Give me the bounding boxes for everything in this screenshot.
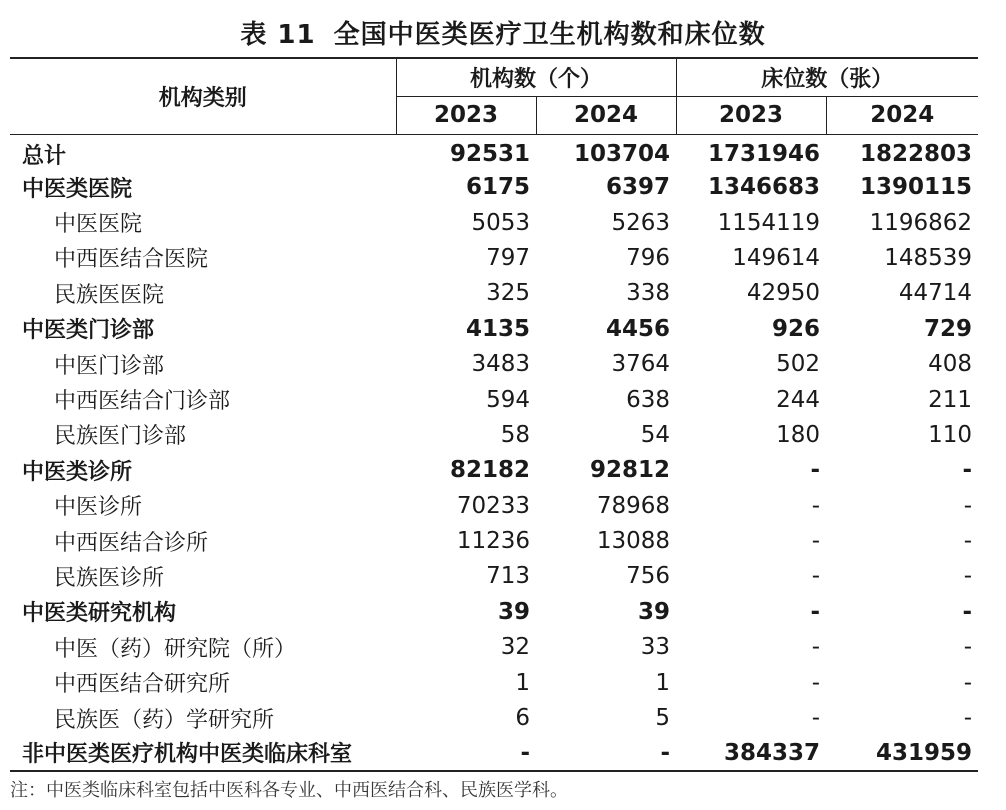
cell-beds-2024: - xyxy=(963,634,973,661)
table-row xyxy=(10,205,978,240)
cell-inst-2023: 58 xyxy=(500,421,530,448)
table-header xyxy=(10,58,978,134)
cell-inst-2023: 325 xyxy=(486,280,530,307)
table-row xyxy=(10,736,978,771)
cell-inst-2024: 78968 xyxy=(596,492,671,519)
table-footnote: 注：中医类临床科室包括中医科各专业、中西医结合科、民族医学科。 xyxy=(10,780,568,801)
row-label: 中医类门诊部 xyxy=(22,318,155,344)
table-body xyxy=(10,134,978,771)
cell-beds-2023: - xyxy=(810,598,821,625)
header-year-inst-2024: 2024 xyxy=(536,96,676,134)
cell-beds-2024: - xyxy=(962,598,973,625)
cell-inst-2024: 338 xyxy=(626,280,671,307)
cell-inst-2024: 1 xyxy=(655,669,671,696)
cell-inst-2024: 39 xyxy=(638,598,671,625)
cell-inst-2024: 6397 xyxy=(606,174,671,201)
cell-inst-2024: 5 xyxy=(655,705,671,732)
row-label: 中西医结合医院 xyxy=(54,247,209,273)
cell-inst-2024: 33 xyxy=(640,634,671,661)
cell-beds-2023: 384337 xyxy=(676,736,826,771)
header-year-beds-2024: 2024 xyxy=(826,96,978,134)
cell-beds-2023: 502 xyxy=(776,351,821,378)
table-row xyxy=(10,276,978,311)
cell-inst-2024: 638 xyxy=(626,386,671,413)
cell-beds-2023: - xyxy=(811,528,821,555)
table-row xyxy=(10,134,978,170)
header-year-inst-2023: 2023 xyxy=(396,96,536,134)
table-title-text: 全国中医类医疗卫生机构数和床位数 xyxy=(333,20,766,50)
cell-beds-2023: 1154119 xyxy=(717,209,821,236)
cell-inst-2023: 82182 xyxy=(449,457,530,484)
cell-beds-2023: 244 xyxy=(776,386,821,413)
row-label: 中西医结合研究所 xyxy=(54,672,231,698)
cell-beds-2024: - xyxy=(963,563,973,590)
cell-beds-2023: - xyxy=(811,563,821,590)
table-row xyxy=(10,594,978,629)
cell-beds-2024: - xyxy=(963,492,973,519)
row-label: 民族医（药）学研究所 xyxy=(54,707,275,733)
cell-beds-2024: - xyxy=(963,705,973,732)
cell-inst-2023: 1 xyxy=(515,669,530,696)
row-label: 中西医结合门诊部 xyxy=(54,389,231,415)
table-row xyxy=(10,559,978,594)
row-label: 民族医门诊部 xyxy=(54,424,187,450)
cell-inst-2023: 3483 xyxy=(471,351,530,378)
cell-inst-2024: 92812 xyxy=(589,457,671,484)
cell-beds-2024: 148539 xyxy=(884,244,973,271)
cell-inst-2024: 3764 xyxy=(611,351,671,378)
row-label: 中医类诊所 xyxy=(22,459,133,485)
cell-inst-2023: 5053 xyxy=(471,209,530,236)
cell-beds-2024: 44714 xyxy=(898,280,973,307)
cell-beds-2023: - xyxy=(811,705,821,732)
table-row xyxy=(10,417,978,452)
cell-beds-2023: 1731946 xyxy=(707,141,821,167)
cell-beds-2024: 408 xyxy=(928,351,973,378)
cell-inst-2023: 797 xyxy=(486,244,530,271)
cell-inst-2023: 11236 xyxy=(456,528,530,555)
cell-beds-2024: - xyxy=(962,457,973,484)
table-row xyxy=(10,453,978,488)
cell-inst-2024: 54 xyxy=(640,421,671,448)
cell-beds-2024: 729 xyxy=(924,315,973,342)
stats-table xyxy=(10,57,978,772)
table-row xyxy=(10,311,978,346)
cell-inst-2023: 39 xyxy=(497,598,530,625)
header-category: 机构类别 xyxy=(10,58,396,134)
row-label: 中医类医院 xyxy=(22,176,133,202)
cell-inst-2023: 92531 xyxy=(449,141,530,167)
cell-beds-2024: 110 xyxy=(928,421,973,448)
table-row xyxy=(10,170,978,205)
row-label: 中医门诊部 xyxy=(54,353,165,379)
cell-beds-2023: - xyxy=(811,492,821,519)
cell-inst-2024: 4456 xyxy=(606,315,671,342)
cell-inst-2023: 4135 xyxy=(465,315,530,342)
cell-inst-2023: - xyxy=(396,736,536,771)
table-row xyxy=(10,665,978,700)
row-label: 中西医结合诊所 xyxy=(54,530,209,556)
cell-inst-2023: 6175 xyxy=(465,174,530,201)
cell-beds-2024: 211 xyxy=(928,386,973,413)
cell-beds-2023: - xyxy=(811,669,821,696)
cell-beds-2024: 1822803 xyxy=(860,141,973,167)
table-row xyxy=(10,488,978,523)
cell-beds-2024: - xyxy=(963,528,973,555)
row-label: 中医医院 xyxy=(54,212,143,238)
cell-inst-2024: 756 xyxy=(626,563,671,590)
cell-inst-2023: 6 xyxy=(515,705,530,732)
cell-beds-2023: 1346683 xyxy=(707,174,821,201)
table-row xyxy=(10,240,978,275)
cell-beds-2023: 42950 xyxy=(746,280,821,307)
cell-beds-2023: 180 xyxy=(776,421,821,448)
cell-inst-2023: 70233 xyxy=(456,492,530,519)
row-label: 总计 xyxy=(22,143,67,169)
cell-beds-2023: - xyxy=(811,634,821,661)
cell-beds-2024: 1196862 xyxy=(869,209,973,236)
row-label: 中医类研究机构 xyxy=(22,601,177,627)
cell-beds-2023: - xyxy=(810,457,821,484)
table-row xyxy=(10,382,978,417)
table-title xyxy=(0,14,1006,51)
cell-inst-2024: 13088 xyxy=(596,528,671,555)
cell-inst-2023: 32 xyxy=(500,634,530,661)
cell-inst-2023: 713 xyxy=(486,563,530,590)
cell-beds-2023: 926 xyxy=(772,315,821,342)
cell-inst-2023: 594 xyxy=(486,386,530,413)
row-label: 中医（药）研究院（所） xyxy=(54,636,297,662)
cell-inst-2024: 5263 xyxy=(611,209,671,236)
header-institutions: 机构数（个） xyxy=(396,58,676,96)
row-label: 中医诊所 xyxy=(54,495,143,521)
table-row xyxy=(10,630,978,665)
row-label: 民族医诊所 xyxy=(54,565,165,591)
table-row xyxy=(10,700,978,735)
cell-inst-2024: - xyxy=(536,736,676,771)
cell-inst-2024: 796 xyxy=(626,244,671,271)
row-label: 非中医类医疗机构中医类临床科室 xyxy=(10,736,396,771)
cell-beds-2023: 149614 xyxy=(732,244,821,271)
table-row xyxy=(10,523,978,558)
table-number: 表 11 xyxy=(240,20,316,50)
cell-inst-2024: 103704 xyxy=(573,141,671,167)
header-year-beds-2023: 2023 xyxy=(676,96,826,134)
row-label: 民族医医院 xyxy=(54,282,165,308)
cell-beds-2024: 1390115 xyxy=(860,174,973,201)
cell-beds-2024: 431959 xyxy=(826,736,978,771)
table-row xyxy=(10,346,978,381)
header-beds: 床位数（张） xyxy=(676,58,978,96)
cell-beds-2024: - xyxy=(963,669,973,696)
